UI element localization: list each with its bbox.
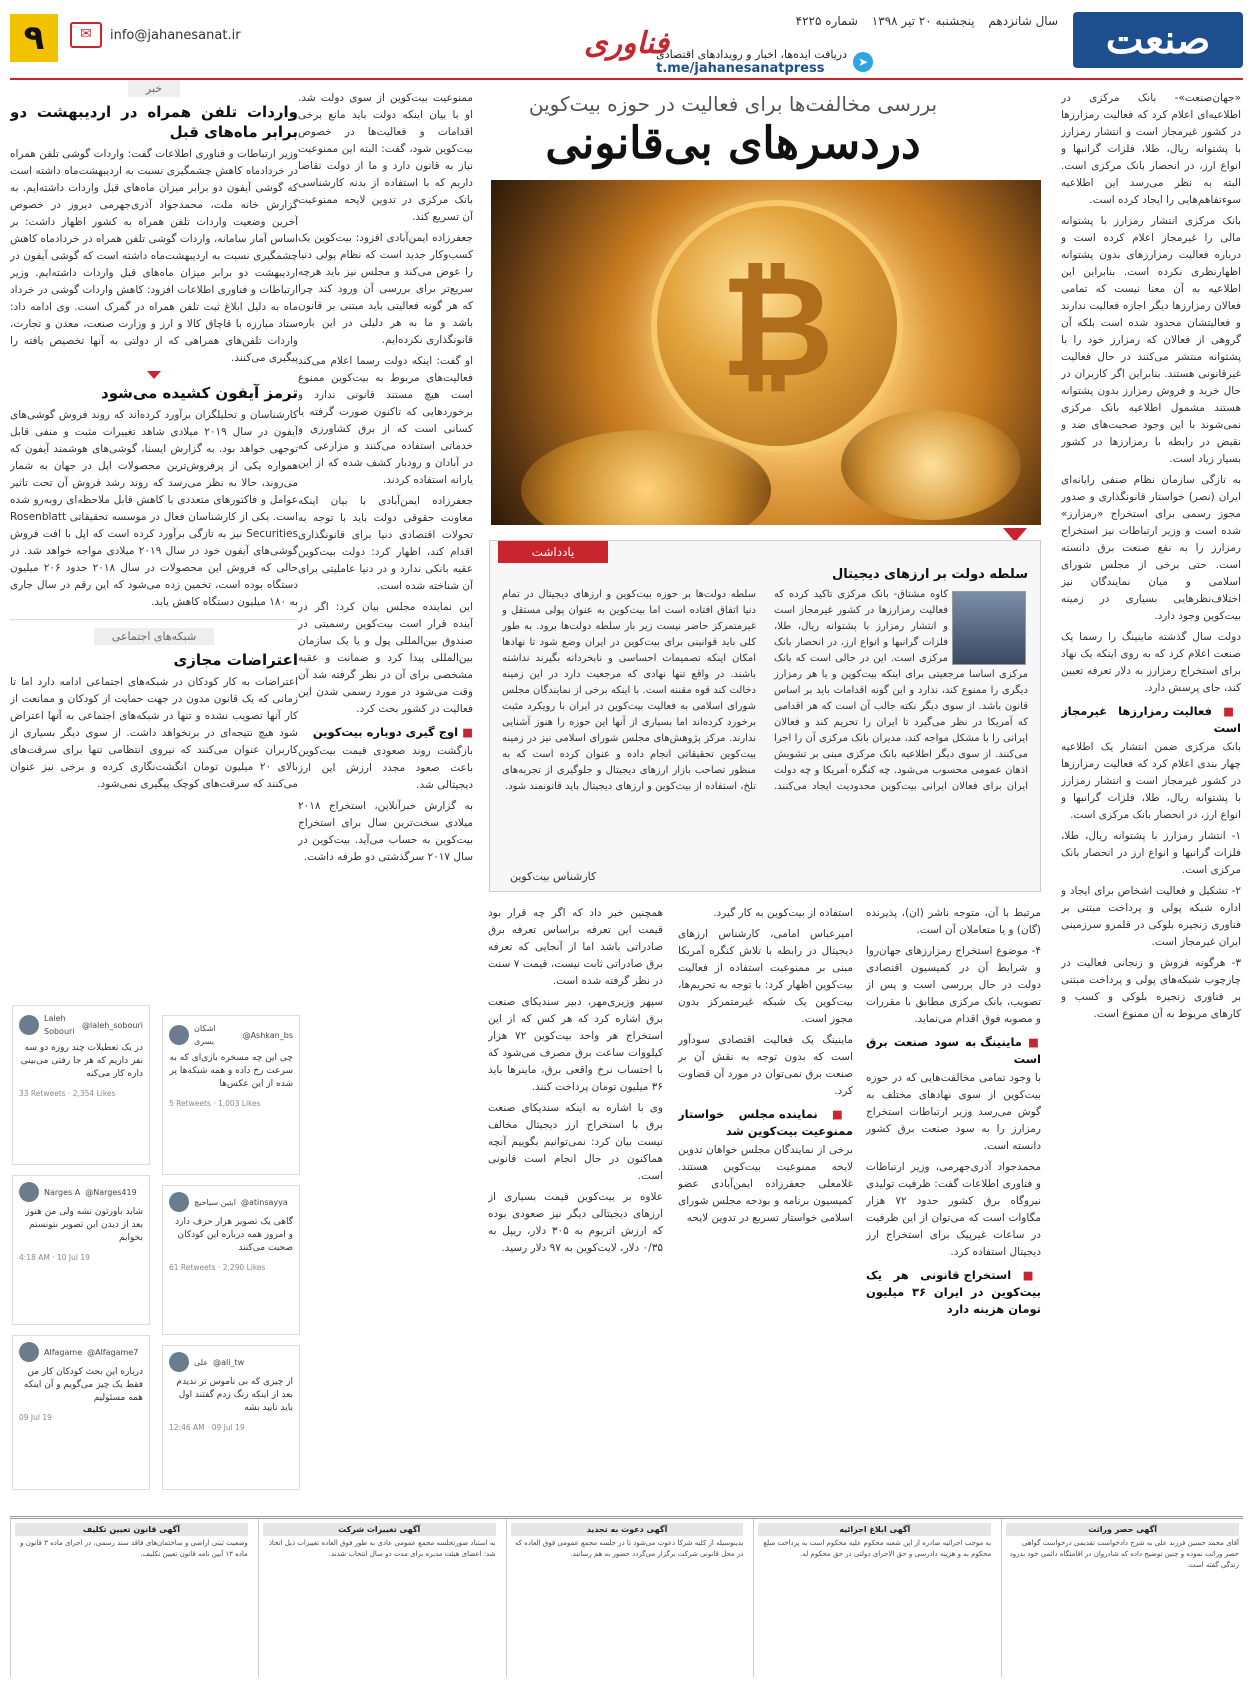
ad-text: به موجب اجرائیه صادره از این شعبه محکوم علیه محکوم است به پرداخت مبلغ محکوم به و هزینه دادرسی و حق الاجرای دولتی در حق محکوم له.	[763, 1539, 992, 1558]
paragraph: علاوه بر بیت‌کوین قیمت بسیاری از ارزهای دیجیتالی دیگر نیز صعودی بوده که ارزش اتریوم به ۳۰۵ دلار، ریپل به ۰/۳۵ دلار، لایت‌کوین به ۹۷ دلار رسید.	[488, 1191, 663, 1254]
mail-icon: ✉	[70, 22, 102, 48]
paragraph: همچنین خبر داد که اگر چه قرار بود قیمت این تعرفه براساس تعرفه برق صادراتی باشد اما از آنجایی که تعرفه برق صادراتی ثابت نیست، قیمت ۷ سنت در نظر گرفته شده است.	[488, 907, 663, 987]
ad-title: آگهی دعوت به تجدید	[511, 1523, 744, 1536]
issue-label: شماره ۴۲۲۵	[795, 14, 858, 28]
email-address[interactable]: info@jahanesanat.ir	[110, 27, 241, 43]
ad-title: آگهی حصر وراثت	[1006, 1523, 1239, 1536]
bitcoin-symbol-icon: ₿	[719, 246, 835, 409]
telegram-note: دریافت ایده‌ها، اخبار و رویدادهای اقتصادی	[656, 48, 847, 61]
paragraph: به گزارش خبرآنلاین، استخراج ۲۰۱۸ میلادی سخت‌ترین سال برای استخراج بیت‌کوین به حساب می‌آید. بیت‌کوین در سال ۲۰۱۷ سرگذشتی دو طرفه داشت.	[298, 800, 473, 863]
subheading: ■ ماینینگ به سود صنعت برق است	[866, 1034, 1041, 1068]
news-text: وزیر ارتباطات و فناوری اطلاعات گفت: واردات گوشی تلفن همراه در خردادماه کاهش چشمگیری نسبت به اردیبهشت‌ماه داشته است که گوشی آیفون دو برابر میزان ماه‌های قبل واردات داشته‌ایم. به گزارش خانه ملت، محمدجواد آذری‌جهرمی دیروز در خصوص آخرین وضعیت واردات تلفن همراه به کشور اظهار داشت: بر اساس آمار سامانه، واردات گوشی تلفن همراه در خردادماه کاهش چشمگیری نسبت به اردیبهشت‌ماه داشته است که گوشی آیفون در اردیبهشت دو برابر میزان ماه‌های قبل واردات داشته‌ایم. وزیر ارتباطات و فناوری اطلاعات افزود: کاهش واردات گوشی در خرداد ماه به دلیل ابلاغ ثبت تلفن همراه در گمرک است. وی ادامه داد: ستاد مبارزه با قاچاق کالا و ارز و وزارت صنعت، معدن و تجارت، واردات تلفن‌های همراهی که از دولتی به آنها تخصیص یافته را پیگیری می‌کنند.	[10, 148, 298, 364]
paragraph: او گفت: اینکه دولت رسما اعلام می‌کند فعالیت‌های مربوط به بیت‌کوین ممنوع است هیچ مستند قانونی ندارد و برخوردهایی که تاکنون صورت گرفته یا کسانی است که از برق کشاورزی و خدماتی استفاده می‌کنند و مزارعی که در آبادان و رودبار کشف شده که از این یارانه استفاده کردند.	[298, 355, 473, 486]
paragraph: به تازگی سازمان نظام صنفی رایانه‌ای ایران (نصر) خواستار قانونگذاری و صدور مجوز رسمی برای استخراج «رمزارز» شده است و وزیر ارتباطات نیز استخراج رمزارز را به نفع صنعت برق دانسته است. حتی برخی از مجلس شورای اسلامی و میان نمایندگان نیز اختلاف‌نظرهایی بسیاری در زمینه بیت‌کوین وجود دارد.	[1061, 474, 1241, 622]
page-number: ۹	[10, 14, 58, 62]
ad-block	[753, 1519, 995, 1677]
tweet-card[interactable]: Narges A @Narges419 شاید باورتون نشه ولی من هنوز بعد از دیدن این تصویر نتونستم بخوابم 4:18 AM · 10 Jul 19	[12, 1175, 150, 1325]
tweet-text: گاهی یک تصویر هزار حرف دارد و امروز همه درباره این کودکان صحبت می‌کنند	[175, 1217, 293, 1253]
paragraph: برخی از نمایندگان مجلس خواهان تدوین لایحه ممنوعیت بیت‌کوین هستند. غلامعلی جعفرزاده ایمن‌آبادی عضو کمیسیون برنامه و بودجه مجلس شورای اسلامی خواستار تسریع در تدوین لایحه	[678, 1144, 853, 1224]
avatar	[19, 1342, 39, 1362]
ad-text: به استناد صورتجلسه مجمع عمومی عادی به طور فوق العاده تغییرات ذیل اتخاذ شد: اعضای هیئت مدیره برای مدت دو سال انتخاب شدند.	[268, 1539, 496, 1558]
paragraph: بانک مرکزی انتشار رمزارز با پشتوانه مالی را غیرمجاز اعلام کرده است و درباره فعالیت رمزارزهای بدون پشتوانه اظهارنظری نکرده است. بنابراین این اطلاعیه به آن معنا نیست که تمامی فعالان رمزارزها دیگر اجازه فعالیت ندارند و فعالیتشان محدود شده است بلکه آن گروهی از فعالان که رمزارز خود را با پشتوانه منتشر می‌کنند در حال فعالیت غیرقانونی هستند. بنابراین اگر کاربران در حال خرید و فروش رمزارز بدون پشتوانه هستند مشمول اطلاعیه بانک مرکزی نمی‌شوند با این وجود صحبت‌های ضد و نقیض در رابطه با رمزارزها در کشور بسیار زیاد است.	[1061, 215, 1241, 465]
issue-info	[786, 14, 1058, 28]
tweet-text: از چیزی که بی ناموس تر ندیدم بعد از اینکه زنگ زدم گفتند اول باید تایید بشه	[176, 1377, 293, 1413]
tweet-text: درباره این بحث کودکان کار من فقط یک چیز می‌گویم و آن اینکه همه مسئولیم	[23, 1367, 143, 1403]
opinion-title: سلطه دولت بر ارزهای دیجیتال	[831, 567, 1028, 582]
main-story-column-1	[1061, 90, 1241, 1510]
news-headline: واردات تلفن همراه در اردیبهشت دو برابر ماه‌های قبل	[10, 103, 298, 141]
ad-title: آگهی تغییرات شرکت	[263, 1523, 496, 1536]
main-story-column-3	[866, 905, 1041, 1505]
paragraph: ۴- موضوع استخراج رمزارزهای جهان‌روا و شرایط آن در کمیسیون اقتصادی دولت در حال بررسی است و پس از تصویب، بانک مرکزی مطابق با مقررات و مصوبه فوق اقدام می‌نماید.	[866, 945, 1041, 1025]
avatar	[19, 1182, 39, 1202]
date-label: پنجشنبه ۲۰ تیر ۱۳۹۸	[871, 14, 975, 28]
ad-block	[10, 1519, 252, 1677]
newspaper-logo[interactable]: صنعت	[1073, 12, 1243, 68]
masthead	[10, 8, 1243, 80]
bitcoin-coin-icon	[651, 200, 903, 452]
social-label: شبکه‌های اجتماعی	[94, 628, 214, 645]
ad-text: بدینوسیله از کلیه شرکا دعوت می‌شود تا در جلسه مجمع عمومی فوق العاده که در محل قانونی شرکت برگزار می‌گردد حضور به هم رسانند.	[514, 1539, 744, 1558]
email-box[interactable]	[70, 22, 241, 48]
opinion-box	[489, 540, 1041, 892]
tweet-meta: 4:18 AM · 10 Jul 19	[19, 1253, 90, 1262]
news-label: خبر	[128, 80, 180, 97]
paragraph: ممنوعیت بیت‌کوین از سوی دولت شد. او با بیان اینکه دولت باید مانع برخی اقدامات و فعالیت‌ها در خصوص بیت‌کوین شود، گفت: البته این ممنوعیت نیاز به قانون دارد و ما از دولت تقاضا داریم که با استفاده از بدنه کارشناسی بانک مرکزی در تدوین لایحه ممنوعیت آن تسریع کند.	[298, 92, 473, 223]
tweet-card[interactable]: ابتین سیاحیچ @atinsayya گاهی یک تصویر هزار حرف دارد و امروز همه درباره این کودکان صحبت می‌کنند 61 Retweets · 2,290 Likes	[162, 1185, 300, 1335]
paragraph: جعفرزاده ایمن‌آبادی با بیان اینکه معاونت حقوقی دولت باید با توجه به تحولات اقتصادی دنیا برای قانونگذاری اقدام کند، اظهار کرد: دولت بیت‌کوین عقیه بانکی ندارد و در دنیا عاملیتی برای آن شناخته شده است.	[298, 495, 473, 592]
paragraph: بازگشت روند صعودی قیمت بیت‌کوین باعث صعود مجدد ارزش این ارز دیجیتالی شد.	[298, 745, 473, 791]
tweet-collage	[12, 1005, 300, 1495]
paragraph: ماینینگ یک فعالیت اقتصادی سودآور است که بدون توجه به نقش آن بر صنعت برق نمی‌توان در مورد آن قضاوت کرد.	[678, 1034, 853, 1097]
social-headline: اعتراضات مجازی	[173, 651, 298, 669]
paragraph: مرتبط با آن، متوجه ناشر (ان)، پذیرنده (گان) و یا متعاملان آن است.	[866, 907, 1041, 936]
subheading: ■ نماینده مجلس خواستار ممنوعیت بیت‌کوین شد	[678, 1106, 853, 1140]
tweet-card[interactable]: علی @ali_tw از چیزی که بی ناموس تر ندیدم بعد از اینکه زنگ زدم گفتند اول باید تایید بشه 12:46 AM · 09 Jul 19	[162, 1345, 300, 1490]
avatar	[19, 1015, 39, 1035]
paragraph: استفاده از بیت‌کوین به کار گیرد.	[713, 907, 853, 919]
avatar	[169, 1025, 189, 1045]
tweet-meta: 5 Retweets · 1,003 Likes	[169, 1099, 261, 1108]
paragraph: این نماینده مجلس بیان کرد: اگر در آینده قرار است بیت‌کوین رسمیتی در صندوق بین‌المللی پول و یا یک سازمان بین‌المللی پیدا کرد و ضمانت و عقیه مشخصی برای آن در نظر گرفته شد آن وقت می‌شود در مورد رسمی شدن این فعالیت در کشور بحث کرد.	[298, 601, 473, 715]
paragraph: جعفرزاده ایمن‌آبادی افزود: بیت‌کوین یک کسب‌وکار جدید است که نظام پولی دنیا را عوض می‌کند و مجلس نیز باید هرچه سریع‌تر برای بررسی آن ورود کند چرا که هر گونه فعالیتی باید مبتنی بر قانون باشد و ما به هر دلیلی در این باره قانونگذاری نکرده‌ایم.	[298, 232, 473, 346]
news-text: کارشناسان و تحلیلگران برآورد کرده‌اند که روند فروش گوشی‌های آیفون در سال ۲۰۱۹ میلادی شاهد تغییرات مثبت و منفی قابل توجهی خواهد بود. به گزارش ایسنا، گوشی‌های هوشمند آیفون که همواره یکی از پرفروش‌ترین محصولات اپل در جهان به شمار می‌روند، حالا به نظر می‌رسد که روند رشد فروش آن تحت تاثیر عوامل و فاکتورهای متعددی با کاهش قابل ملاحظه‌ای روبه‌رو شده است. یکی از کارشناسان فعال در موسسه تحقیقاتی Rosenblatt Securities نیز به تازگی برآورد کرده است که اپل با افت فروش گوشی‌های آیفون خود در سال ۲۰۱۹ میلادی مواجه خواهد شد. در حالی که فروش این محصولات در سال ۲۰۱۸ حدود ۲۰۶ میلیون دستگاه بوده است، تخمین زده می‌شود که این رقم در سال جاری به ۱۸۰ میلیون دستگاه کاهش یابد.	[10, 409, 298, 608]
tweet-card[interactable]: Alfagame @Alfagame7 درباره این بحث کودکان کار من فقط یک چیز می‌گویم و آن اینکه همه مسئولیم 09 Jul 19	[12, 1335, 150, 1490]
tweet-meta: 09 Jul 19	[19, 1413, 52, 1422]
ad-block	[1001, 1519, 1243, 1677]
ad-title: آگهی قانون تعیین تکلیف	[15, 1523, 248, 1536]
telegram-promo[interactable]	[656, 48, 873, 76]
coin-shape	[841, 410, 1021, 520]
tweet-text: شاید باورتون نشه ولی من هنوز بعد از دیدن این تصویر نتونستم بخوابم	[25, 1207, 143, 1243]
main-story-column-2	[298, 90, 473, 1500]
telegram-icon: ➤	[853, 52, 873, 72]
paragraph: محمدجواد آذری‌جهرمی، وزیر ارتباطات و فناوری اطلاعات گفت: ظرفیت تولیدی نیروگاه برق کشور حدود ۷۲ هزار مگاوات است که می‌توان از این ظرفیت در ساعات غیرپیک برای استخراج ارز دیجیتال استفاده کرد.	[866, 1161, 1041, 1258]
arrow-down-icon	[147, 371, 161, 379]
opinion-text: کاوه مشتاق- بانک مرکزی تاکید کرده که فعالیت رمزارزها در کشور غیرمجاز است و انتشار رمزارز با پشتوانه ریال، طلا، فلزات گرانبها و انواع ارز، در انحصار بانک مرکزی است. این در حالی است که بانک مرکزی اساسا مرجعیتی برای اینکه بیت‌کوین و یا هر رمزارز دیگری را ممنوع کند، ندارد و این گونه اقدامات باید بر اساس قانون باشد. از سوی دیگر نکته جالب آن است که هر اقدامی که آمریکا در نظر می‌گیرد تا ایران را تحریم کند و فعالان ایرانی را با مشکل مواجه کند، مدیران بانک مرکزی آن را اجرا می‌کنند. از سوی دیگر اطلاعیه بانک مرکزی مبنی بر تشویش اذهان عمومی محسوب می‌شود. چه کنگره آمریکا و چه دولت ایران برای فعالان ایرانی بیت‌کوین محدودیت ایجاد می‌کنند. سلطه دولت‌ها بر حوزه بیت‌کوین و ارزهای دیجیتال در تمام دنیا اتفاق افتاده است اما بیت‌کوین به عنوان پولی مستقل و غیرمتمرکز حاضر نیست زیر بار سلطه دولت‌ها برود. به طور کلی باید قوانینی برای بیت‌کوین در ایران وضع شود تا نهادها امکان اینکه تصمیمات احساسی و نابخردانه بگیرند نداشته باشند. در واقع تنها نهادی که مرجعیت دارد در این زمینه دخالت کند قوه مقننه است. با اینکه برخی از نمایندگان مجلس شورای اسلامی به فعالیت بیت‌کوین در ایران با رویکرد مثبت برخورد کرده‌اند اما بسیاری از آنها این حوزه را هنوز آشنایی ندارند. مرکز پژوهش‌های مجلس شورای اسلامی نیز در زمینه بیت‌کوین تحقیقاتی انجام داده و عنوان کرده است که به منظور تصاحب بازار ارزهای دیجیتال و جلوگیری از تجربه‌های تلخ، استفاده از بیت‌کوین و ارزهای دیجیتال باید قانونمند شود.	[502, 589, 1028, 792]
story-headline: دردسرهای بی‌قانونی	[545, 118, 921, 169]
paragraph: با وجود تمامی مخالفت‌هایی که در حوزه بیت‌کوین از سوی نهادهای مختلف به گوش می‌رسد وزیر ارتباطات استخراج رمزارز را به سود صنعت برق کشور دانسته است.	[866, 1072, 1041, 1152]
tweet-meta: 33 Retweets · 2,354 Likes	[19, 1089, 116, 1098]
ad-block	[258, 1519, 500, 1677]
tweet-text: چی این چه مسخره بازی‌ای که به سرعت رخ داده و همه شبکه‌ها پر شده از این عکس‌ها	[169, 1053, 293, 1089]
avatar	[169, 1352, 189, 1372]
subheading: ■ فعالیت رمزارزها غیرمجاز است	[1061, 703, 1241, 737]
section-title: فناوری	[584, 26, 669, 61]
tweet-meta: 61 Retweets · 2,290 Likes	[169, 1263, 266, 1272]
tweet-card[interactable]: اشکان بسری @Ashkan_bs چی این چه مسخره بازی‌ای که به سرعت رخ داده و همه شبکه‌ها پر شده از این عکس‌ها 5 Retweets · 1,003 Likes	[162, 1015, 300, 1175]
social-text: اعتراضات به کار کودکان در شبکه‌های اجتماعی ادامه دارد اما تا زمانی که یک قانون مدون در جهت حمایت از کودکان و ممانعت از کار آنها تصویب نشده و تنها در شبکه‌های اجتماعی به آنها اعتراض شود هیچ نتیجه‌ای در برنخواهد داشت. از سوی دیگر بسیاری از کاربران عنوان می‌کنند که نیروی انتظامی تنها برای سرقت‌های بالای ۲۰ میلیون تومان انگشت‌نگاری کرده و برخی نیز عنوان می‌کنند که سرقت‌های کوچک پیگیری نمی‌شود.	[10, 676, 298, 790]
subheading: ■ اوج گیری دوباره بیت‌کوین	[298, 724, 473, 741]
paragraph: بانک مرکزی ضمن انتشار یک اطلاعیه چهار بندی اعلام کرد که فعالیت رمزارزها در کشور غیرمجاز است و انتشار رمزارز با پشتوانه ریال، طلا، فلزات گرانبها و انواع ارز، در انحصار بانک مرکزی است.	[1061, 741, 1241, 821]
ad-block	[506, 1519, 748, 1677]
paragraph: ۱- انتشار رمزارز با پشتوانه ریال، طلا، فلزات گرانبها و انواع ارز در انحصار بانک مرکزی است.	[1061, 830, 1241, 876]
story-kicker: بررسی مخالفت‌ها برای فعالیت در حوزه بیت‌کوین	[528, 92, 938, 116]
telegram-link[interactable]: t.me/jahanesanatpress	[656, 61, 825, 76]
tweet-meta: 12:46 AM · 09 Jul 19	[169, 1423, 245, 1432]
tweet-text: در یک تعطیلات چند روزه دو سه نفر داریم که هر جا رفتی می‌بینی داره کار می‌کنه	[20, 1043, 143, 1079]
paragraph: وی با اشاره به اینکه سندیکای صنعت برق با استخراج ارز دیجیتال مخالف نیست بیان کرد: نمی‌توانیم بگوییم آنچه هماکنون در حال انجام است قانونی است.	[488, 1102, 663, 1182]
opinion-label: یادداشت	[498, 541, 608, 563]
ad-text: وضعیت ثبتی اراضی و ساختمان‌های فاقد سند رسمی، در اجرای ماده ۳ قانون و ماده ۱۳ آیین نامه قانون تعیین تکلیف.	[20, 1539, 248, 1558]
author-signature: کارشناس بیت‌کوین	[510, 870, 597, 883]
paragraph: «جهان‌صنعت»- بانک مرکزی در اطلاعیه‌ای اعلام کرد که فعالیت رمزارزها در کشور غیرمجاز است و انتشار رمزارز با پشتوانه ریال، طلا، فلزات گرانبها و انواع ارز، در انحصار بانک مرکزی است. البته به نظر می‌رسد این اطلاعیه سوءتفاهم‌هایی را ایجاد کرده است.	[1061, 92, 1241, 206]
tweet-card[interactable]: Laleh Sobouri @laleh_sobouri در یک تعطیلات چند روزه دو سه نفر داریم که هر جا رفتی می‌بینی داره کار می‌کنه 33 Retweets · 2,354 Likes	[12, 1005, 150, 1165]
paragraph: ۳- هرگونه فروش و زنجانی فعالیت در چارچوب شبکه‌های پولی و پرداخت مبتنی بر فناوری زنجیره بلوکی و کسب و کارهای مربوط به آن ممنوع است.	[1061, 957, 1241, 1020]
paragraph: سپهر وزیری‌مهر، دبیر سندیکای صنعت برق اشاره کرد که هر کس که از این استخراج هر واحد بیت‌کوین ۷۲ هزار کیلووات ساعت برق مصرف می‌شود که با احتساب نرخ واقعی برق، ماینرها باید ۳۶ میلیون تومان پرداخت کنند.	[488, 996, 663, 1093]
bitcoin-photo	[491, 180, 1041, 525]
classified-ads	[10, 1516, 1243, 1677]
year-label: سال شانزدهم	[988, 14, 1058, 28]
paragraph: امیرعباس امامی، کارشناس ارزهای دیجیتال در رابطه با تلاش کنگره آمریکا مبنی بر ممنوعیت استفاده از فعالیت بیت‌کوین اظهار کرد: با توجه به تحریم‌ها، بیت‌کوین یک شبکه غیرمتمرکز بدون مجوز است.	[678, 928, 853, 1025]
ad-title: آگهی ابلاغ اجرائیه	[758, 1523, 991, 1536]
divider	[10, 619, 298, 620]
subheading: ■ استخراج قانونی هر یک بیت‌کوین در ایران ۳۶ میلیون تومان هزینه دارد	[866, 1267, 1041, 1318]
paragraph: دولت سال گذشته ماینینگ را رسما یک صنعت اعلام کرد که به روی اینکه یک نهاد برای استخراج رمزارز به دلار تعرفه تعیین کند، جای پرسش دارد.	[1061, 631, 1241, 694]
news-headline: ترمز آیفون کشیده می‌شود	[101, 384, 298, 402]
main-story-column-5	[488, 905, 663, 1505]
ad-text: آقای محمد حسین فرزند علی به شرح دادخواست تقدیمی درخواست گواهی حصر وراثت نموده و چنین توضیح داده که شادروان در اقامتگاه دائمی خود بدرود زندگی گفته است.	[1009, 1539, 1239, 1569]
main-story-column-4	[678, 905, 853, 1505]
paragraph: ۲- تشکیل و فعالیت اشخاص برای ایجاد و اداره شبکه پولی و پرداخت مبتنی بر فناوری زنجیره بلوکی در قلمرو سرزمینی ایران غیرمجاز است.	[1061, 885, 1241, 948]
avatar	[169, 1192, 189, 1212]
